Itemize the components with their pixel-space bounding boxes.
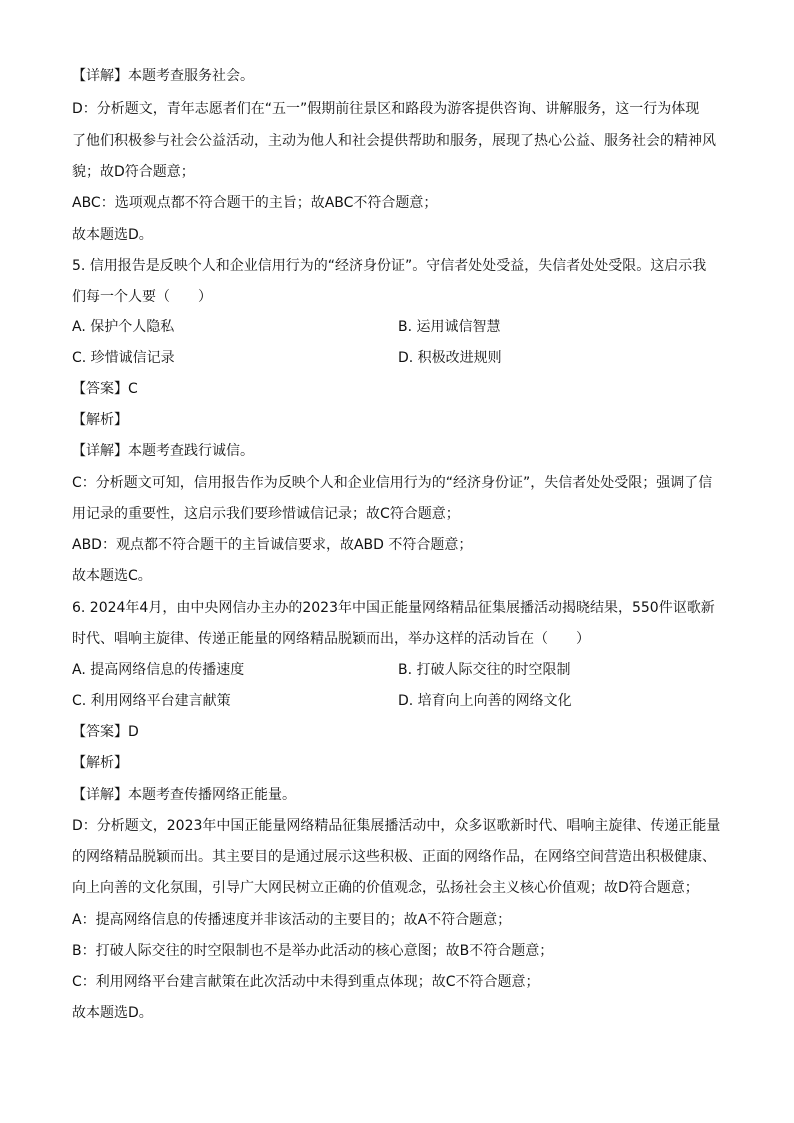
q6-option-a-explanation: A：提高网络信息的传播速度并非该活动的主要目的；故A不符合题意； — [72, 912, 512, 928]
q5-answer: 【答案】C — [72, 381, 138, 397]
q4-option-d-explanation-end: 貌；故D符合题意； — [72, 164, 195, 180]
q5-detail-line: 【详解】本题考查践行诚信。 — [72, 443, 254, 459]
q6-option-b: B. 打破人际交往的时空限制 — [398, 662, 571, 678]
q5-analysis-heading: 【解析】 — [72, 412, 128, 428]
q5-option-c-explanation-cont: 用记录的重要性，这启示我们要珍惜诚信记录；故C符合题意； — [72, 506, 460, 522]
q5-final-answer: 故本题选C。 — [72, 568, 152, 584]
q5-stem: 5. 信用报告是反映个人和企业信用行为的“经济身份证”。守信者处处受益，失信者处处受限。这启示我 — [72, 258, 707, 274]
q4-option-d-explanation: D：分析题文，青年志愿者们在“五一”假期前往景区和路段为游客提供咨询、讲解服务，这一行为体现 — [72, 101, 700, 117]
q5-option-a: A. 保护个人隐私 — [72, 319, 175, 335]
q6-option-d-explanation-cont: 的网络精品脱颖而出。其主要目的是通过展示这些积极、正面的网络作品，在网络空间营造出积极健康、 — [72, 849, 716, 865]
q6-option-d-explanation-end: 向上向善的文化氛围，引导广大网民树立正确的价值观念，弘扬社会主义核心价值观；故D符合题意； — [72, 880, 699, 896]
q6-answer: 【答案】D — [72, 724, 139, 740]
q4-final-answer: 故本题选D。 — [72, 227, 153, 243]
q6-option-b-explanation: B：打破人际交往的时空限制也不是举办此活动的核心意图；故B不符合题意； — [72, 943, 554, 959]
q6-stem-cont: 时代、唱响主旋律、传递正能量的网络精品脱颖而出，举办这样的活动旨在（ ） — [72, 631, 590, 647]
q5-stem-cont: 们每一个人要（ ） — [72, 289, 212, 305]
q5-option-c: C. 珍惜诚信记录 — [72, 350, 175, 366]
q5-option-c-explanation: C：分析题文可知，信用报告作为反映个人和企业信用行为的“经济身份证”，失信者处处受限；强调了信 — [72, 475, 713, 491]
q4-options-abc-explanation: ABC：选项观点都不符合题干的主旨；故ABC不符合题意； — [72, 195, 438, 211]
q6-option-a: A. 提高网络信息的传播速度 — [72, 662, 245, 678]
q6-analysis-heading: 【解析】 — [72, 755, 128, 771]
q6-option-d: D. 培育向上向善的网络文化 — [398, 693, 572, 709]
q5-option-b: B. 运用诚信智慧 — [398, 319, 501, 335]
q4-detail-line: 【详解】本题考查服务社会。 — [72, 68, 254, 84]
q6-final-answer: 故本题选D。 — [72, 1005, 153, 1021]
q6-detail-line: 【详解】本题考查传播网络正能量。 — [72, 787, 296, 803]
q6-stem: 6. 2024年4月，由中央网信办主办的2023年中国正能量网络精品征集展播活动揭晓结果，550件讴歌新 — [72, 600, 715, 616]
q6-option-d-explanation: D：分析题文，2023年中国正能量网络精品征集展播活动中，众多讴歌新时代、唱响主旋律、传递正能量 — [72, 818, 721, 834]
q6-option-c: C. 利用网络平台建言献策 — [72, 693, 231, 709]
q5-options-abd-explanation: ABD：观点都不符合题干的主旨诚信要求，故ABD 不符合题意； — [72, 537, 473, 553]
q4-option-d-explanation-cont: 了他们积极参与社会公益活动，主动为他人和社会提供帮助和服务，展现了热心公益、服务社会的精神风 — [72, 133, 716, 149]
q6-option-c-explanation: C：利用网络平台建言献策在此次活动中未得到重点体现；故C不符合题意； — [72, 974, 540, 990]
q5-option-d: D. 积极改进规则 — [398, 350, 502, 366]
